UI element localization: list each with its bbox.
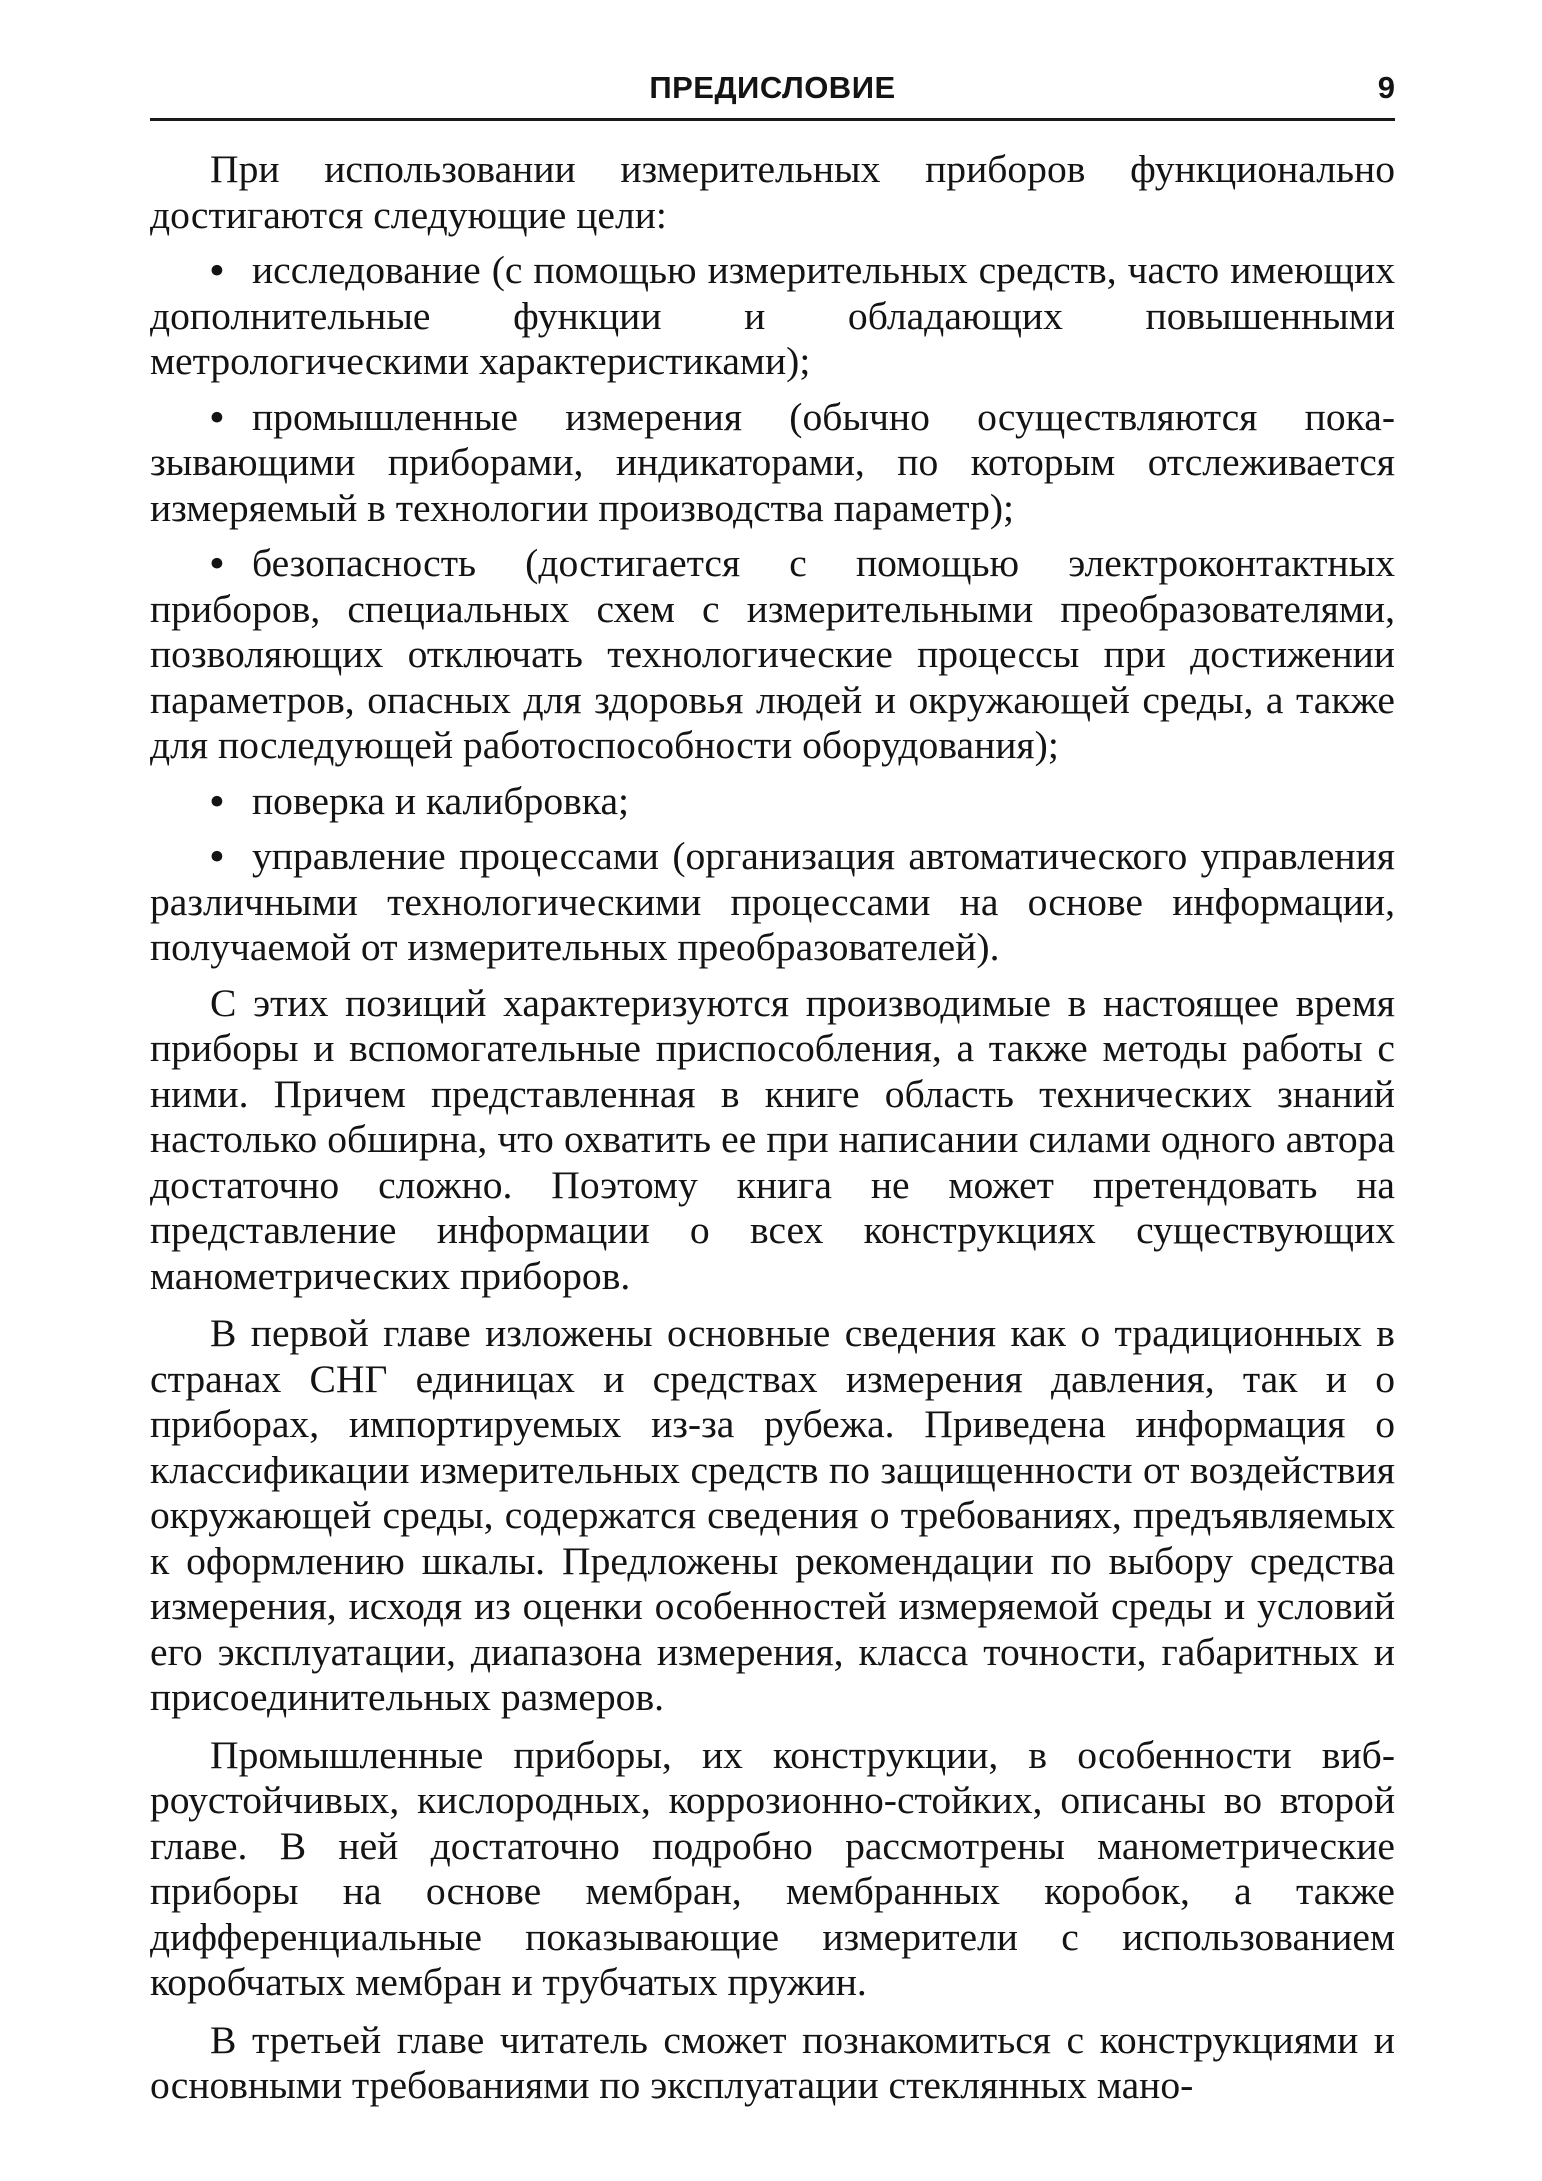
list-item-text: безопасность (достигается с помощью электроконтактных приборов, специальных схем с измерительными преобразователями, позволяющих отключать технологические процессы при достижении параметров, опасных для здоровья людей и окружающей среды, а также для последующей работоспособности оборудования); <box>150 541 1395 767</box>
bullet-icon: • <box>210 778 224 823</box>
list-item <box>150 248 1395 385</box>
list-item-text: исследование (с помощью измерительных средств, часто имеющих дополнительные функции и обладающих повышенными метрологическими характеристиками); <box>150 248 1395 383</box>
running-title: ПРЕДИСЛОВИЕ <box>649 70 896 105</box>
list-item <box>150 541 1395 769</box>
list-item <box>150 395 1395 532</box>
bullet-icon: • <box>210 541 224 585</box>
paragraph-positions: С этих позиций характеризуются производимые в настоящее время приборы и вспомогательные приспособления, а также методы работы с ними. Причем представленная в книге область технических знаний настолько обширна, что охватить ее при написании силами одного автора достаточно сложно. Поэтому книга не может претендовать на представление информации о всех конструкциях существующих манометрических приборов. <box>150 980 1395 1298</box>
bullet-icon: • <box>210 834 224 878</box>
list-item-text: поверка и калибровка; <box>252 778 630 823</box>
intro-paragraph: При использовании измерительных приборов функционально достигаются следующие цели: <box>150 147 1395 237</box>
list-item-text: управление процессами (организация автоматического управления различными технологическими процессами на основе информации, получаемой от измерительных преобразователей). <box>150 834 1395 969</box>
list-item-text: промышленные измерения (обычно осуществляются показывающими приборами, индикаторами, по которым отслеживается измеряемый в технологии производства параметр); <box>150 394 1395 530</box>
paragraph-chapter-two: Промышленные приборы, их конструкции, в особенности виброустойчивых, кислородных, коррозионно-стойких, описаны во второй главе. В ней достаточно подробно рассмотрены манометрические приборы на основе мембран, мембранных коробок, а также дифференциальные показывающие измерители с использованием коробчатых мембран и трубчатых пружин. <box>150 1732 1395 2004</box>
paragraph-chapter-one: В первой главе изложены основные сведения как о традиционных в странах СНГ единицах и средствах измерения давления, так и о приборах, импортируемых из-за рубежа. Приведена информация о классификации измерительных средств по защищенности от воздействия окружающей среды, содержатся сведения о требованиях, предъявляемых к оформлению шкалы. Предложены рекомендации по выбору средства измерения, исходя из оценки особенностей измеряемой среды и условий его эксплуатации, диапазона измерения, класса точности, габаритных и присоединительных размеров. <box>150 1311 1395 1719</box>
paragraph-chapter-three: В третьей главе читатель сможет познакомиться с конструкциями и основными требованиями по эксплуатации стеклянных мано- <box>150 2017 1395 2107</box>
bullet-icon: • <box>210 394 224 439</box>
goals-list <box>150 248 1395 971</box>
list-item <box>150 779 1395 825</box>
bullet-icon: • <box>210 248 224 292</box>
running-header <box>150 60 1395 121</box>
body-text <box>150 147 1395 2109</box>
book-page <box>150 60 1395 2109</box>
list-item <box>150 834 1395 971</box>
page-number: 9 <box>1377 70 1395 105</box>
